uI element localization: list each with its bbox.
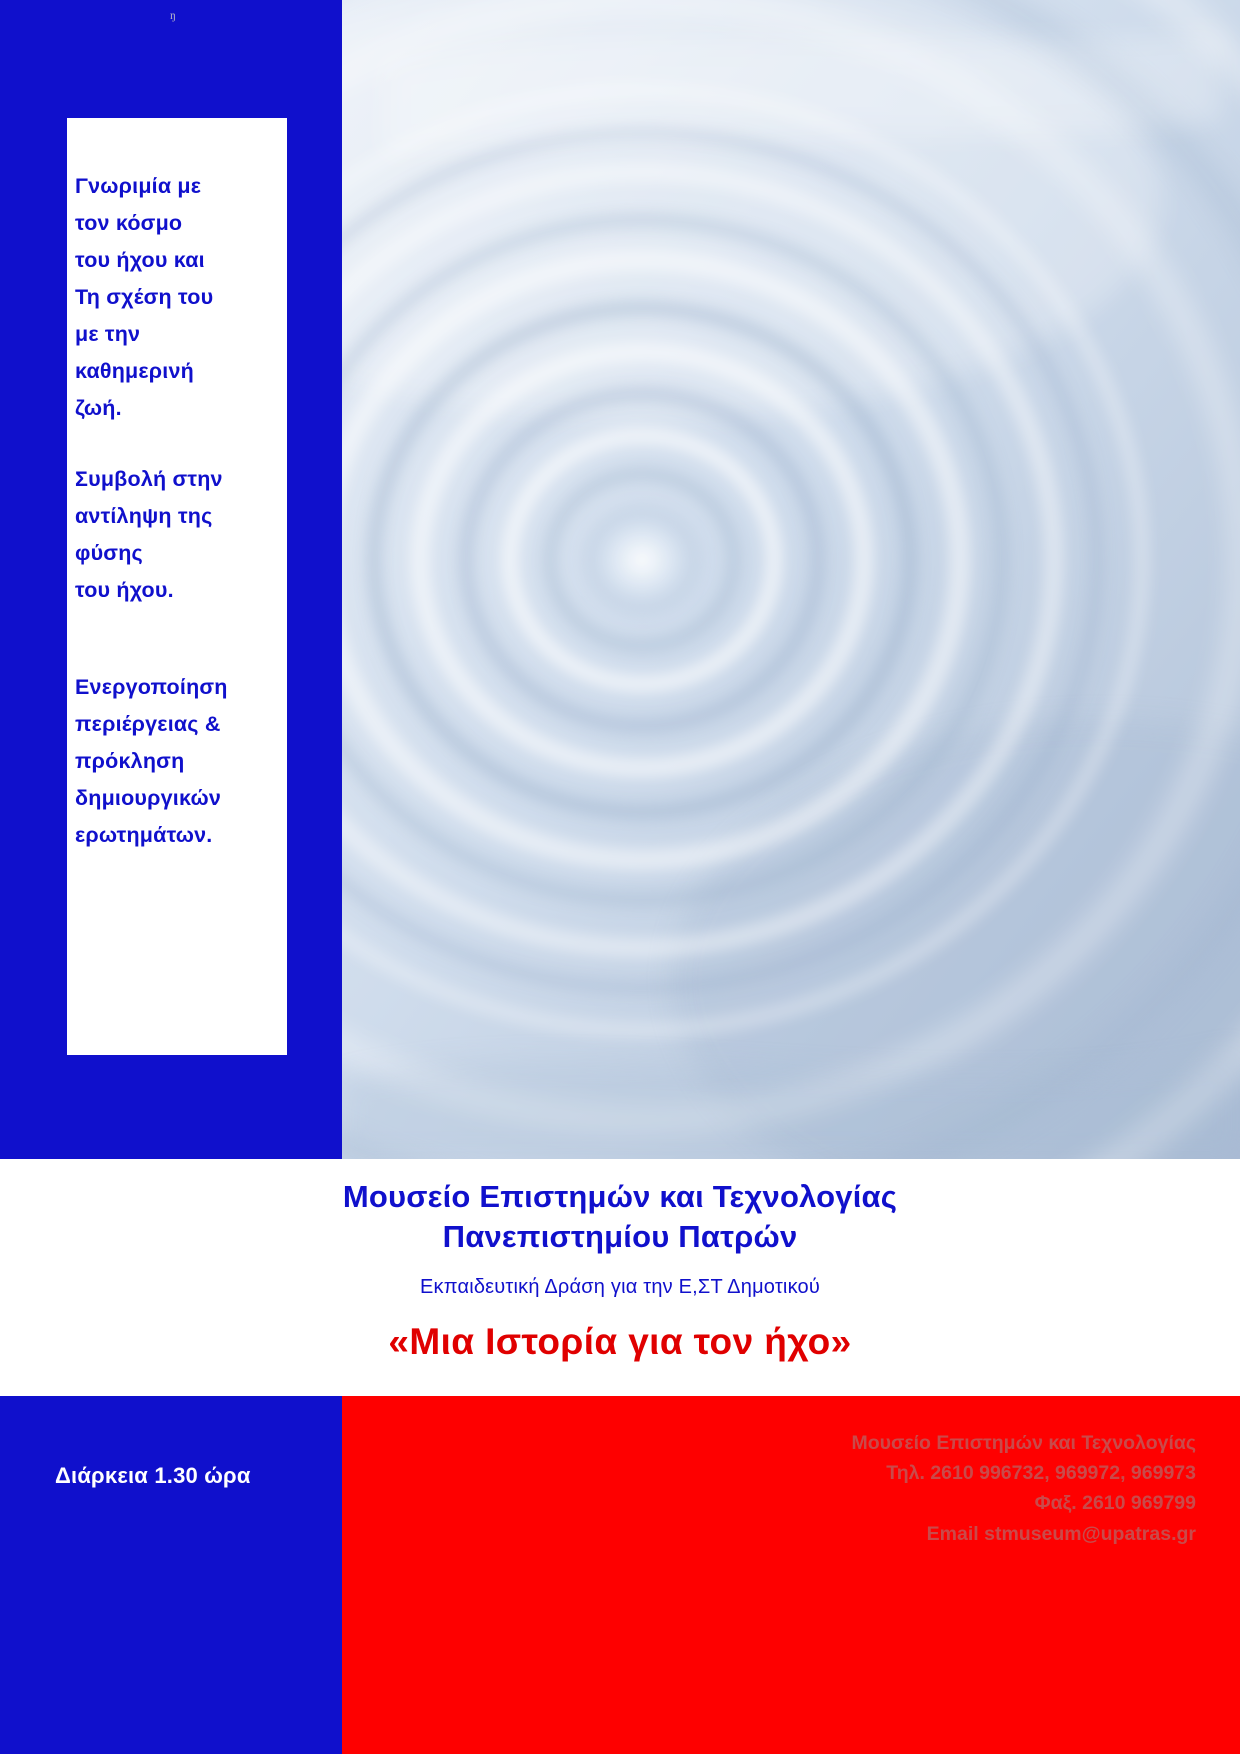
- water-ripple-image: [342, 0, 1240, 1159]
- goal-line: Γνωριμία με: [75, 174, 202, 198]
- goals-text-card: [67, 118, 287, 1055]
- goal-line: Συμβολή στην: [75, 466, 223, 491]
- goal-line: αντίληψη της: [75, 503, 213, 528]
- goal-line: ζωή.: [75, 395, 122, 420]
- goal-line: φύσης: [75, 540, 143, 565]
- contact-phone: Τηλ. 2610 996732, 969972, 969973: [886, 1462, 1196, 1485]
- spacer: [75, 609, 269, 669]
- goal-line: δημιουργικών: [75, 785, 221, 810]
- goal-line: τον κόσμο: [75, 210, 183, 235]
- contact-fax: Φαξ. 2610 969799: [1034, 1492, 1196, 1515]
- contact-block: [852, 1428, 1196, 1549]
- contact-email[interactable]: Email stmuseum@upatras.gr: [926, 1522, 1196, 1545]
- footer-red-panel: [342, 1396, 1240, 1754]
- goal-line: καθημερινή: [75, 358, 194, 383]
- footer-section: [0, 1396, 1240, 1754]
- goal-line: ερωτημάτων.: [75, 822, 213, 847]
- duration-label: Διάρκεια 1.30 ώρα: [55, 1463, 251, 1488]
- museum-title-line1: Μουσείο Επιστημών και Τεχνολογίας: [342, 1179, 898, 1214]
- spacer: [75, 427, 269, 461]
- contact-name: Μουσείο Επιστημών και Τεχνολογίας: [851, 1432, 1196, 1454]
- stray-glyph: ŋ: [170, 8, 176, 22]
- program-main-title: «Μια Ιστορία για τον ήχο»: [388, 1321, 852, 1363]
- goal-line: Τη σχέση του: [75, 284, 214, 309]
- goal-line: του ήχου και: [75, 247, 205, 272]
- program-subtitle: Εκπαιδευτική Δράση για την Ε,ΣΤ Δημοτικού: [419, 1276, 820, 1299]
- goal-line: περιέργειας &: [75, 711, 221, 736]
- footer-blue-panel: [0, 1396, 342, 1754]
- goal-line: με την: [75, 321, 141, 346]
- museum-title-line2: Πανεπιστημίου Πατρών: [442, 1218, 798, 1254]
- title-section: [0, 1159, 1240, 1396]
- goal-line: Ενεργοποίηση: [75, 674, 228, 699]
- goal-line: του ήχου.: [75, 577, 174, 602]
- goal-line: πρόκληση: [75, 748, 185, 773]
